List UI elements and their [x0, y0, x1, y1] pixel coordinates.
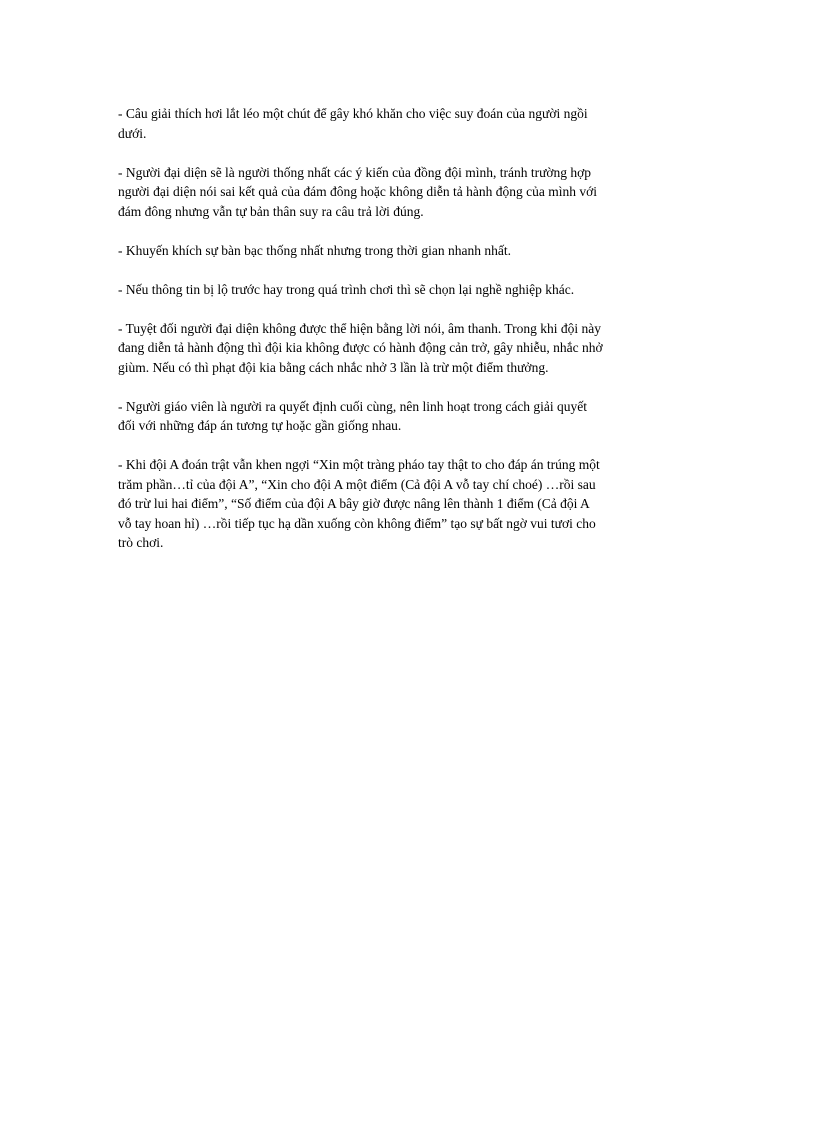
paragraph-6: - Người giáo viên là người ra quyết định cuối cùng, nên linh hoạt trong cách giải quyết đối với những đáp án tương tự hoặc gần giống nhau.: [118, 398, 588, 433]
paragraph-2: - Người đại diện sẽ là người thống nhất các ý kiến của đồng đội mình, tránh trường hợp người đại diện nói sai kết quả của đám đông hoặc không diễn tả hành động của mình với đám đông nhưng vẫn tự bản thân suy ra câu trả lời đúng.: [118, 164, 597, 219]
paragraph-7: - Khi đội A đoán trật vẫn khen ngợi “Xin một tràng pháo tay thật to cho đáp án trúng một trăm phần…tỉ của đội A”, “Xin cho đội A một điểm (Cả đội A vỗ tay chí choé) …rồi sau đó trừ lui hai điểm”, “Số điểm của đội A bây giờ được nâng lên thành 1 điểm (Cả đội A vỗ tay hoan hỉ) …rồi tiếp tục hạ dần xuống còn không điểm” tạo sự bất ngờ vui tươi cho trò chơi.: [118, 457, 600, 550]
paragraph-3: - Khuyến khích sự bàn bạc thống nhất nhưng trong thời gian nhanh nhất.: [118, 242, 511, 258]
paragraph-1: - Câu giải thích hơi lắt léo một chút để gây khó khăn cho việc suy đoán của người ngồi dưới.: [118, 106, 588, 141]
document-body: [118, 104, 698, 572]
paragraph-5: - Tuyệt đối người đại diện không được thể hiện bằng lời nói, âm thanh. Trong khi đội này đang diễn tả hành động thì đội kia không được có hành động cản trở, gây nhiễu, nhắc nhở giùm. Nếu có thì phạt đội kia bằng cách nhắc nhở 3 lần là trừ một điểm thưởng.: [118, 320, 603, 375]
paragraph-4: - Nếu thông tin bị lộ trước hay trong quá trình chơi thì sẽ chọn lại nghề nghiệp khác.: [118, 281, 575, 297]
